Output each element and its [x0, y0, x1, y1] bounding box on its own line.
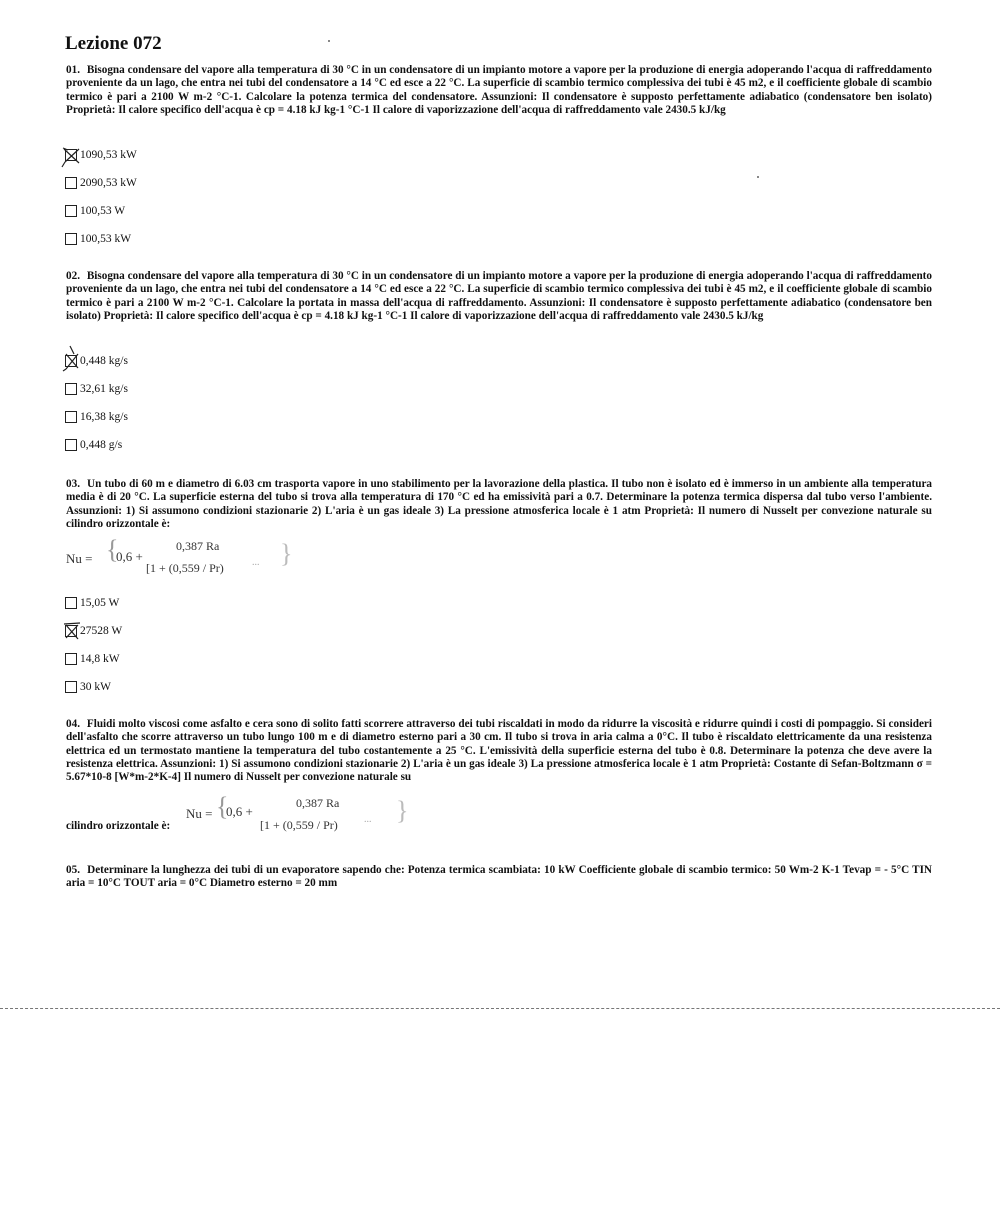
question-02: [66, 270, 932, 323]
option-label: 30 kW: [80, 681, 111, 693]
scan-speck: [328, 40, 330, 42]
option-item[interactable]: [65, 375, 128, 403]
question-text: cilindro orizzontale è:: [66, 820, 171, 832]
checkbox[interactable]: [65, 653, 77, 665]
option-label: 100,53 kW: [80, 233, 132, 245]
checkbox-checked[interactable]: [65, 625, 77, 637]
question-03: [66, 478, 932, 531]
option-label: 0,448 g/s: [80, 439, 123, 451]
question-number: 03.: [66, 478, 80, 490]
checkbox[interactable]: [65, 681, 77, 693]
option-item[interactable]: [65, 589, 122, 617]
question-text: Fluidi molto viscosi come asfalto e cera sono di solito fatti scorrere attraverso dei tubi riscaldati in modo da ridurre la viscosità e ridurre quindi i costi di pompaggio. Si consideri dell'asfalto che scorre attraverso un tubo lungo 100 m e di diametro esterno pari a 30 cm. Il tubo si trova in aria calma a 0°C. Il tubo è riscaldato elettricamente da una resistenza elettrica ed un termostato mantiene la temperatura del tubo costantemente a 25 °C. L'emissività della superficie esterna del tubo è 0.8. Determinare la potenza che deve avere la resistenza elettrica. Assunzioni: 1) Si assumono condizioni stazionarie 2) L'aria è un gas ideale 3) La pressione atmosferica locale è 1 atm Proprietà: Costante di Sefan-Boltzmann σ = 5.67*10-8 [W*m-2*K-4] Il numero di Nusselt per convezione naturale su: [66, 718, 933, 784]
checkbox-checked[interactable]: [65, 149, 77, 161]
option-label: 16,38 kg/s: [80, 411, 128, 423]
handwritten-check-icon: [62, 622, 82, 644]
question-text: Un tubo di 60 m e diametro di 6.03 cm trasporta vapore in uno stabilimento per la lavorazione della plastica. Il tubo non è isolato ed è immerso in un ambiente alla temperatura media è di 20 °C. La superficie esterna del tubo si trova alla temperatura di 170 °C ed ha emissività pari a 0.7. Determinare la potenza termica dispersa dal tubo verso l'ambiente. Assunzioni: 1) Si assumono condizioni stazionarie 2) L'aria è un gas ideale 3) La pressione atmosferica locale è 1 atm Proprietà: Il numero di Nusselt per convezione naturale su cilindro orizzontale è:: [66, 478, 933, 530]
option-label: 14,8 kW: [80, 653, 120, 665]
checkbox[interactable]: [65, 597, 77, 609]
options-01: [65, 141, 137, 253]
option-label: 2090,53 kW: [80, 177, 137, 189]
options-03: [65, 589, 122, 701]
question-text: Bisogna condensare del vapore alla temperatura di 30 °C in un condensatore di un impianto motore a vapore per la produzione di energia adoperando l'acqua di raffreddamento proveniente da un lago, che entra nei tubi del condensatore a 14 °C ed esce a 22 °C. La superficie di scambio termico complessiva dei tubi è 45 m2, e il coefficiente globale di scambio termico è pari a 2100 W m-2 °C-1. Calcolare la portata in massa dell'acqua di raffreddamento. Assunzioni: Il condensatore è supposto perfettamente adiabatico (condensatore ben isolato) Proprietà: Il calore specifico dell'acqua è cp = 4.18 kJ kg-1 °C-1 Il calore di vaporizzazione dell'acqua di raffreddamento vale 2430.5 kJ/kg: [66, 270, 932, 322]
handwritten-check-icon: [62, 352, 82, 374]
question-04: [66, 718, 932, 784]
option-item[interactable]: [65, 225, 137, 253]
question-number: 04.: [66, 718, 80, 730]
options-02: [65, 347, 128, 459]
nusselt-formula: Nu = { 0,6 + 0,387 Ra [1 + (0,559 / Pr) ... }: [66, 535, 293, 575]
page-title: Lezione 072: [65, 33, 162, 54]
checkbox[interactable]: [65, 205, 77, 217]
option-label: 100,53 W: [80, 205, 126, 217]
option-item[interactable]: [65, 141, 137, 169]
question-04-tail: [66, 820, 206, 833]
option-label: 27528 W: [80, 625, 123, 637]
checkbox[interactable]: [65, 383, 77, 395]
option-item[interactable]: [65, 347, 128, 375]
option-item[interactable]: [65, 617, 122, 645]
question-number: 01.: [66, 64, 80, 76]
question-text: Determinare la lunghezza dei tubi di un evaporatore sapendo che: Potenza termica scambiata: 10 kW Coefficiente globale di scambio termico: 50 Wm-2 K-1 Tevap = - 5°C TIN aria = 10°C TOUT aria = 0°C Diametro esterno = 20 mm: [66, 864, 933, 890]
checkbox[interactable]: [65, 439, 77, 451]
option-item[interactable]: [65, 431, 128, 459]
question-01: [66, 64, 932, 117]
option-item[interactable]: [65, 169, 137, 197]
option-label: 32,61 kg/s: [80, 383, 128, 395]
checkbox[interactable]: [65, 177, 77, 189]
question-number: 02.: [66, 270, 80, 282]
option-item[interactable]: [65, 403, 128, 431]
question-text: Bisogna condensare del vapore alla temperatura di 30 °C in un condensatore di un impianto motore a vapore per la produzione di energia adoperando l'acqua di raffreddamento proveniente da un lago, che entra nei tubi del condensatore a 14 °C ed esce a 22 °C. La superficie di scambio termico complessiva dei tubi è 45 m2, e il coefficiente globale di scambio termico è pari a 2100 W m-2 °C-1. Calcolare la potenza termica del condensatore. Assunzioni: Il condensatore è supposto perfettamente adiabatico (condensatore ben isolato) Proprietà: Il calore specifico dell'acqua è cp = 4.18 kJ kg-1 °C-1 Il calore di vaporizzazione dell'acqua di raffreddamento vale 2430.5 kJ/kg: [66, 64, 932, 116]
checkbox-checked[interactable]: [65, 355, 77, 367]
question-number: 05.: [66, 864, 80, 876]
question-05: [66, 864, 932, 891]
page-divider: [0, 1008, 1000, 1009]
checkbox[interactable]: [65, 411, 77, 423]
option-item[interactable]: [65, 197, 137, 225]
option-item[interactable]: [65, 645, 122, 673]
option-label: 15,05 W: [80, 597, 120, 609]
option-item[interactable]: [65, 673, 122, 701]
nusselt-formula: Nu = { 0,6 + 0,387 Ra [1 + (0,559 / Pr) ... }: [186, 792, 409, 832]
option-label: 0,448 kg/s: [80, 355, 128, 367]
checkbox[interactable]: [65, 233, 77, 245]
scan-speck: [757, 176, 759, 178]
option-label: 1090,53 kW: [80, 149, 137, 161]
handwritten-check-icon: [62, 146, 82, 168]
